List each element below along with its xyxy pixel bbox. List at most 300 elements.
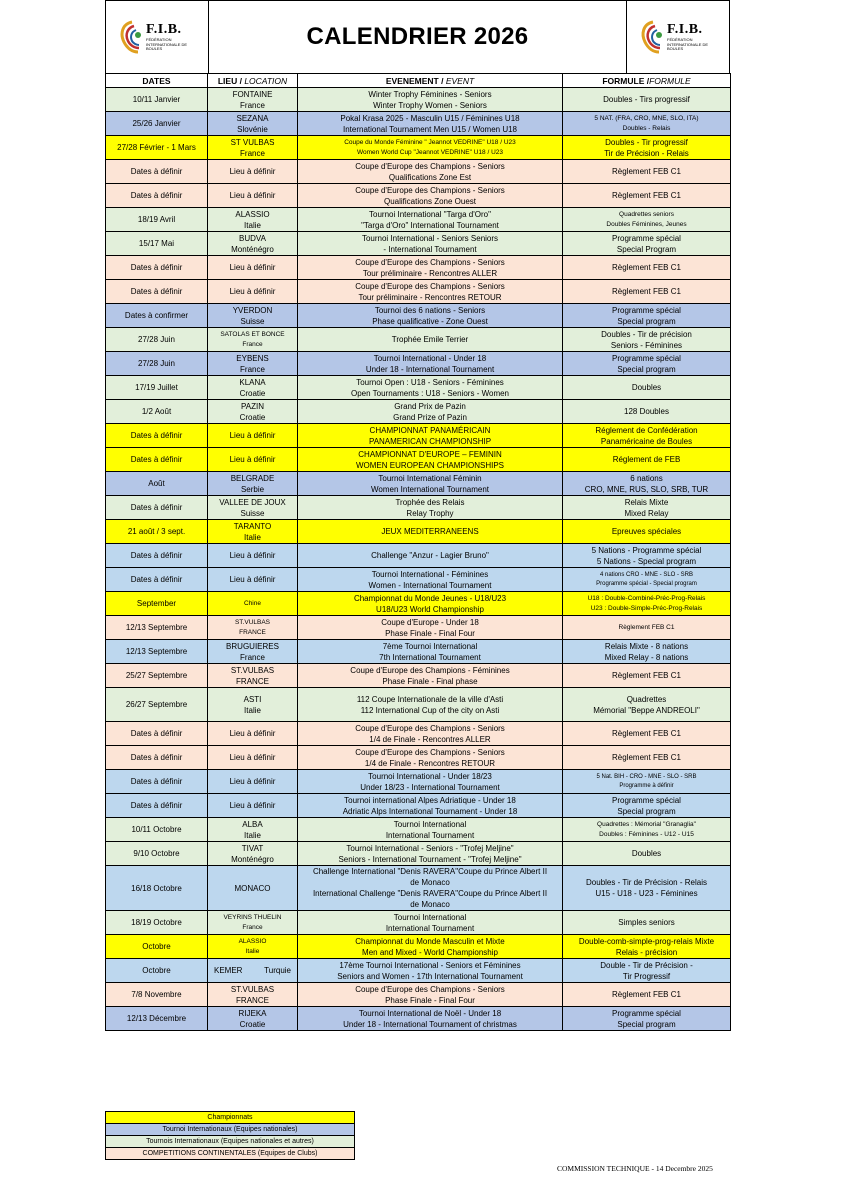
table-row [106, 112, 731, 136]
legend-row [106, 1148, 355, 1160]
cell-event [298, 88, 563, 112]
event-text: Phase Finale - Final Four [385, 628, 475, 638]
col-header-event-text: EVENEMENT / [385, 75, 446, 86]
date-text: 16/18 Octobre [131, 883, 182, 893]
event-text: International Tournament Men U15 / Women U18 [342, 124, 518, 134]
formule-text: Programme spécial [612, 233, 681, 243]
cell-date [106, 959, 208, 983]
cell-formule [563, 746, 731, 770]
cell-event [298, 959, 563, 983]
event-text: Coupe d'Europe des Champions - Seniors [355, 747, 505, 757]
cell-date [106, 688, 208, 722]
logo-text: F.I.B. [146, 22, 182, 38]
location-text: Lieu à définir [229, 455, 276, 464]
cell-formule [563, 472, 731, 496]
location-text: Lieu à définir [229, 575, 276, 584]
table-row [106, 983, 731, 1007]
cell-date [106, 866, 208, 911]
logo-right [626, 1, 729, 73]
formule-text: Relais Mixte [624, 497, 669, 507]
event-text: Tournoi International de Noël - Under 18 [358, 1008, 502, 1018]
cell-location [208, 688, 298, 722]
formule-text: 5 Nations - Special program [596, 556, 697, 566]
location-text: ALASSIO [235, 209, 270, 219]
event-text: Open Tournaments : U18 - Seniors - Women [351, 388, 509, 398]
date-text: Dates à définir [130, 729, 183, 738]
date-text: 18/19 Avril [137, 215, 176, 224]
date-text: 7/8 Novembre [131, 990, 182, 999]
event-text: Tournoi International - Under 18/23 [368, 771, 492, 781]
cell-event [298, 496, 563, 520]
formule-text: CRO, MNE, RUS, SLO, SRB, TUR [584, 484, 709, 494]
formule-text: Programme spécial - Special program [596, 580, 697, 587]
location-text: Lieu à définir [229, 431, 276, 440]
cell-formule [563, 866, 731, 911]
cell-formule [563, 232, 731, 256]
event-text: Tournoi International - Seniors - "Trofej Meljine" [346, 843, 514, 853]
table-row [106, 184, 731, 208]
cell-location [208, 616, 298, 640]
event-text: Coupe d'Europe - Under 18 [381, 617, 479, 627]
cell-date [106, 983, 208, 1007]
date-text: Dates à définir [130, 503, 183, 512]
formule-text: Programme spécial [612, 305, 681, 315]
fib-logo [639, 20, 717, 54]
cell-date [106, 935, 208, 959]
table-row [106, 959, 731, 983]
cell-event [298, 818, 563, 842]
cell-formule [563, 616, 731, 640]
cell-event [298, 688, 563, 722]
location-text: Italie [244, 705, 261, 715]
location-text: Croatie [239, 412, 266, 422]
location-text: Slovénie [237, 124, 268, 134]
cell-location [208, 722, 298, 746]
event-text: Tournoi international Alpes Adriatique - Under 18 [344, 795, 516, 805]
legend-row [106, 1136, 355, 1148]
cell-location [208, 256, 298, 280]
cell-location [208, 1007, 298, 1031]
formule-text: Double - Tir de Précision - [600, 960, 693, 970]
event-text: Tournoi des 6 nations - Seniors [374, 305, 486, 315]
cell-event [298, 911, 563, 935]
cell-formule [563, 424, 731, 448]
location-text: Monténégro [231, 244, 274, 254]
formule-text: Relais - précision [615, 947, 678, 957]
event-text: WOMEN EUROPEAN CHAMPIONSHIPS [355, 460, 504, 470]
cell-event [298, 232, 563, 256]
formule-text: Règlement FEB C1 [612, 167, 681, 176]
event-text: Phase Finale - Final Four [385, 995, 475, 1005]
formule-text: Règlement FEB C1 [612, 191, 681, 200]
event-text: 7th International Tournament [379, 652, 481, 662]
cell-formule [563, 496, 731, 520]
formule-text: Programme à définir [619, 782, 674, 789]
table-row [106, 866, 731, 911]
table-row [106, 208, 731, 232]
event-text: Coupe d'Europe des Champions - Seniors [355, 281, 505, 291]
location-text: YVERDON [232, 305, 273, 315]
location-text: Lieu à définir [229, 287, 276, 296]
logo-subtitle: FÉDÉRATION INTERNATIONALE DE BOULES [667, 37, 709, 52]
formule-text: Quadrettes [626, 694, 667, 704]
location-text: BELGRADE [230, 473, 275, 483]
logo-text: F.I.B. [667, 22, 703, 38]
formule-text: Règlement FEB C1 [618, 623, 675, 631]
event-text: Qualifications Zone Est [388, 172, 472, 182]
event-text: Championnat du Monde Jeunes - U18/U23 [353, 593, 507, 603]
event-text: Coupe d'Europe des Champions - Seniors [355, 257, 505, 267]
cell-date [106, 424, 208, 448]
formule-text: Règlement FEB C1 [612, 263, 681, 272]
location-text: SEZANA [236, 113, 269, 123]
formule-text: Doubles - Tir de Précision - Relais [586, 878, 707, 887]
formule-text: Panaméricaine de Boules [600, 436, 693, 446]
cell-event [298, 160, 563, 184]
col-header-lieu [208, 74, 298, 88]
table-row [106, 722, 731, 746]
location-text: KEMER [214, 966, 243, 975]
formule-text: Règlement FEB C1 [612, 671, 681, 680]
formule-text: Règlement FEB C1 [612, 729, 681, 738]
event-text: Trophée Emile Terrier [391, 335, 469, 344]
cell-location [208, 866, 298, 911]
event-text: Phase qualificative - Zone Ouest [372, 316, 488, 326]
logo-subtitle: FÉDÉRATION INTERNATIONALE DE BOULES [146, 37, 188, 52]
location-text: Lieu à définir [229, 191, 276, 200]
table-row [106, 688, 731, 722]
cell-event [298, 568, 563, 592]
location-split [210, 965, 295, 976]
cell-formule [563, 664, 731, 688]
date-text: 25/27 Septembre [125, 671, 188, 680]
formule-text: Doubles : Féminines - U12 - U15 [599, 830, 694, 838]
cell-event [298, 256, 563, 280]
event-text: Tournoi International Féminin [378, 473, 482, 483]
formule-text: Relais Mixte - 8 nations [604, 641, 689, 651]
legend-row [106, 1112, 355, 1124]
location-text: FONTAINE [232, 89, 273, 99]
formule-text: Special program [617, 806, 676, 816]
event-text: Coupe d'Europe des Champions - Féminines [350, 665, 510, 675]
date-text: Octobre [142, 942, 171, 951]
event-text: Under 18 - International Tournament of christmas [343, 1019, 517, 1029]
table-row [106, 911, 731, 935]
date-text: Dates à définir [130, 551, 183, 560]
location-text: MONACO [234, 883, 271, 893]
date-text: 9/10 Octobre [133, 849, 180, 858]
event-text: Grand Prize of Pazin [393, 412, 467, 422]
date-text: 15/17 Mai [138, 239, 175, 248]
formule-text: Special program [617, 1019, 676, 1029]
table-row [106, 544, 731, 568]
formule-text: Programme spécial [612, 353, 681, 363]
location-text: EYBENS [236, 353, 269, 363]
cell-date [106, 496, 208, 520]
cell-event [298, 842, 563, 866]
location-text: Lieu à définir [229, 729, 276, 738]
formule-text: Programme spécial [612, 795, 681, 805]
event-text: Coupe du Monde Féminine " Jeannot VEDRINE" U18 / U23 [344, 138, 516, 146]
cell-date [106, 640, 208, 664]
legend-label: Championnats [106, 1112, 355, 1124]
date-text: 10/11 Octobre [131, 825, 182, 834]
event-text: 1/4 de Finale - Rencontres RETOUR [364, 758, 496, 768]
col-header-formule [563, 74, 731, 88]
event-text: Under 18/23 - International Tournament [360, 782, 500, 792]
cell-event [298, 616, 563, 640]
col-header-lieu-italic: LOCATION [244, 75, 288, 86]
location-text: ALASSIO [238, 937, 267, 945]
cell-location [208, 112, 298, 136]
legend-label: Tournoi Internationaux (Equipes nationales) [106, 1124, 355, 1136]
cell-event [298, 983, 563, 1007]
cell-formule [563, 328, 731, 352]
formule-text: Mémorial "Beppe ANDREOLI" [593, 705, 700, 715]
table-row [106, 640, 731, 664]
event-text: Tour préliminaire - Rencontres RETOUR [358, 292, 502, 302]
cell-location [208, 520, 298, 544]
cell-formule [563, 88, 731, 112]
cell-location [208, 935, 298, 959]
event-text: Pokal Krasa 2025 - Masculin U15 / Féminines U18 [340, 113, 520, 123]
cell-event [298, 352, 563, 376]
location-text: VEYRINS THUELIN [223, 913, 282, 921]
location-text: ST.VULBAS [234, 618, 271, 626]
cell-formule [563, 160, 731, 184]
date-text: Dates à définir [130, 431, 183, 440]
cell-formule [563, 688, 731, 722]
location-text: Croatie [239, 388, 266, 398]
cell-location [208, 376, 298, 400]
cell-event [298, 424, 563, 448]
date-text: Dates à définir [130, 777, 183, 786]
table-row [106, 136, 731, 160]
location-text: Italie [244, 220, 261, 230]
cell-date [106, 592, 208, 616]
formule-text: 4 nations CRO - MNE - SLO - SRB [599, 571, 694, 578]
location-text: Monténégro [231, 854, 274, 864]
location-text: Lieu à définir [229, 777, 276, 786]
cell-formule [563, 136, 731, 160]
location-text: Lieu à définir [229, 551, 276, 560]
cell-formule [563, 544, 731, 568]
formule-text: Special program [617, 364, 676, 374]
table-row [106, 232, 731, 256]
cell-location [208, 496, 298, 520]
location-text: Lieu à définir [229, 801, 276, 810]
event-text: PANAMERICAN CHAMPIONSHIP [368, 436, 492, 446]
location-text: FRANCE [236, 676, 269, 686]
event-text: "Targa d'Oro" International Tournament [361, 220, 499, 230]
date-text: 27/28 Juin [138, 335, 175, 344]
event-text: Phase Finale - Final phase [382, 676, 478, 686]
location-text: KLANA [239, 377, 266, 387]
table-header-row [106, 74, 731, 88]
table-row [106, 592, 731, 616]
table-row [106, 794, 731, 818]
cell-location [208, 544, 298, 568]
cell-date [106, 616, 208, 640]
formule-text: Règlement FEB C1 [612, 287, 681, 296]
location-text: Chine [244, 599, 261, 607]
cell-formule [563, 352, 731, 376]
col-header-event [298, 74, 563, 88]
cell-event [298, 184, 563, 208]
date-text: Dates à définir [130, 801, 183, 810]
cell-date [106, 664, 208, 688]
cell-event [298, 208, 563, 232]
event-text: Trophée des Relais [395, 497, 465, 507]
event-text: U18/U23 World Championship [376, 604, 484, 614]
date-text: 27/28 Juin [138, 359, 175, 368]
event-text: International Tournament [385, 830, 475, 840]
formule-text: 128 Doubles [624, 407, 669, 416]
formule-text: U23 : Double-Simple-Préc-Prog-Relais [590, 604, 703, 612]
cell-date [106, 520, 208, 544]
location-text: Italie [244, 830, 261, 840]
location-text: BUDVA [239, 233, 266, 243]
table-row [106, 328, 731, 352]
cell-location [208, 568, 298, 592]
cell-location [208, 592, 298, 616]
cell-formule [563, 911, 731, 935]
cell-date [106, 88, 208, 112]
table-row [106, 520, 731, 544]
event-text: Under 18 - International Tournament [365, 364, 495, 374]
cell-date [106, 818, 208, 842]
cell-formule [563, 376, 731, 400]
location-text: France [240, 652, 265, 662]
col-header-formule-italic: FORMULE [649, 75, 691, 86]
event-text: Adriatic Alps International Tournament - Under 18 [342, 806, 518, 816]
event-text: CHAMPIONNAT D'EUROPE – FEMININ [358, 449, 502, 459]
event-text: Tour préliminaire - Rencontres ALLER [362, 268, 498, 278]
event-text: Tournoi International - Under 18 [373, 353, 487, 363]
cell-location [208, 400, 298, 424]
cell-formule [563, 959, 731, 983]
event-text: International Tournament [385, 923, 475, 933]
event-text: - International Tournament [383, 244, 477, 254]
col-header-lieu-text: LIEU / [217, 75, 245, 86]
cell-location [208, 136, 298, 160]
formule-text: Doubles - Relais [622, 124, 671, 132]
cell-location [208, 232, 298, 256]
location-text: Lieu à définir [229, 167, 276, 176]
event-text: 17ème Tournoi International - Seniors et Féminines [339, 960, 521, 970]
cell-location [208, 160, 298, 184]
event-text: Coupe d'Europe des Champions - Seniors [355, 723, 505, 733]
formule-text: Mixed Relay [624, 508, 669, 518]
location-text: ST.VULBAS [230, 984, 275, 994]
cell-formule [563, 112, 731, 136]
cell-event [298, 280, 563, 304]
formule-text: Seniors - Féminines [610, 340, 683, 350]
cell-date [106, 794, 208, 818]
formule-text: U18 : Double-Combiné-Préc-Prog-Relais [587, 594, 706, 602]
cell-event [298, 136, 563, 160]
cell-location [208, 472, 298, 496]
cell-date [106, 184, 208, 208]
cell-formule [563, 184, 731, 208]
table-row [106, 616, 731, 640]
location-text: Lieu à définir [229, 263, 276, 272]
event-text: de Monaco [410, 878, 450, 887]
event-text: JEUX MEDITERRANEENS [381, 527, 479, 536]
event-text: Men and Mixed - World Championship [362, 947, 498, 957]
date-text: Dates à définir [130, 287, 183, 296]
table-row [106, 400, 731, 424]
table-row [106, 746, 731, 770]
event-text: 1/4 de Finale - Rencontres ALLER [369, 734, 491, 744]
event-text: Relay Trophy [406, 508, 454, 518]
cell-date [106, 256, 208, 280]
cell-formule [563, 842, 731, 866]
formule-text: Règlement FEB C1 [612, 753, 681, 762]
date-text: Dates à définir [130, 753, 183, 762]
location-text: France [240, 364, 265, 374]
location-text: VALLEE DE JOUX [219, 497, 286, 507]
location-text: TIVAT [241, 843, 264, 853]
location-text: Serbie [240, 484, 265, 494]
location-text: FRANCE [236, 995, 269, 1005]
cell-event [298, 746, 563, 770]
location-text: ALBA [242, 819, 263, 829]
formule-text: Doubles - Tir de précision [601, 329, 692, 339]
cell-event [298, 664, 563, 688]
page-title: CALENDRIER 2026 [306, 23, 529, 50]
fib-logo [118, 20, 196, 54]
cell-event [298, 544, 563, 568]
formule-text: Quadrettes : Mémorial "Granaglia" [597, 820, 696, 828]
formule-text: U15 - U18 - U23 - Féminines [595, 889, 698, 898]
cell-event [298, 112, 563, 136]
location-text: BRUGUIERES [226, 641, 279, 651]
location-text: ST VULBAS [230, 137, 275, 147]
col-header-event-italic: EVENT [445, 75, 475, 86]
formule-text: Epreuves spéciales [611, 527, 682, 536]
location-text: FRANCE [239, 628, 266, 636]
cell-location [208, 983, 298, 1007]
cell-date [106, 472, 208, 496]
cell-formule [563, 640, 731, 664]
event-text: Tournoi International - Féminines [371, 569, 489, 579]
table-row [106, 1007, 731, 1031]
date-text: 21 août / 3 sept. [127, 527, 186, 536]
cell-location [208, 184, 298, 208]
date-text: Dates à définir [130, 575, 183, 584]
date-text: Dates à confirmer [124, 311, 189, 320]
formule-text: Special Program [616, 244, 677, 254]
cell-event [298, 1007, 563, 1031]
cell-formule [563, 448, 731, 472]
location-text: Italie [244, 532, 261, 542]
cell-event [298, 520, 563, 544]
table-row [106, 472, 731, 496]
event-text: Coupe d'Europe des Champions - Seniors [355, 161, 505, 171]
location-text: Italie [245, 947, 260, 955]
cell-event [298, 794, 563, 818]
date-text: Octobre [142, 966, 171, 975]
cell-event [298, 866, 563, 911]
cell-location [208, 664, 298, 688]
table-row [106, 160, 731, 184]
event-text: Women World Cup "Jeannot VEDRINE" U18 / U23 [357, 148, 503, 156]
cell-date [106, 328, 208, 352]
cell-event [298, 448, 563, 472]
cell-location [208, 88, 298, 112]
calendar-body [106, 88, 731, 1031]
